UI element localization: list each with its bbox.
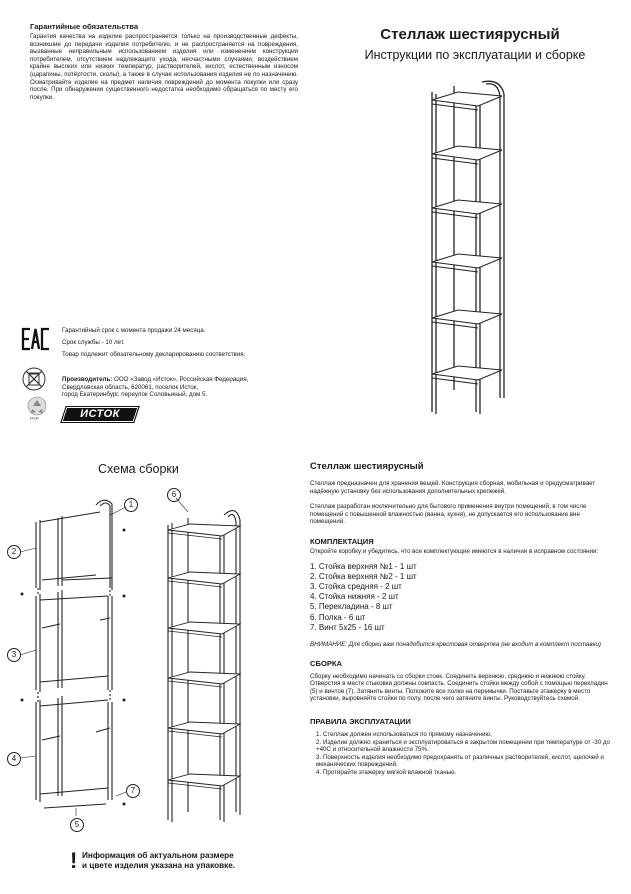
cover-subtitle: Инструкции по эксплуатации и сборке [364, 48, 586, 62]
declaration-note: Товар подлежит обязательному декларированию соответствия. [62, 351, 246, 358]
manufacturer-line2: Свердловская область, 620061, поселок Исток, [62, 383, 199, 391]
callout-5: 5 [70, 818, 84, 832]
assembly-scheme [0, 485, 300, 835]
service-life: Срок службы - 10 лет. [62, 339, 125, 346]
kit-list [310, 562, 610, 633]
warranty-heading: Гарантийные обязательства [30, 22, 139, 31]
instructions-panel [310, 461, 610, 777]
callout-6: 6 [167, 488, 181, 502]
rule-item: 3. Поверхность изделия необходимо предохранять от различных растворителей, кислот, щелочей и механических повреждений. [316, 753, 604, 769]
kit-item: 4. Стойка нижняя - 2 шт [310, 592, 399, 602]
scheme-title: Схема сборки [98, 462, 179, 476]
rule-item: 4. Протирайте этажерку мягкой влажной тканью. [316, 768, 457, 776]
callout-3: 3 [7, 648, 21, 662]
callout-7: 7 [126, 784, 140, 798]
intro-paragraph-2: Стеллаж разработан исключительно для бытового применения внутри помещений, в том числе помещений с повышенной влажностью (ванна, кухня), не допускается его использование вне помещений. [310, 503, 587, 526]
recycle-icon [26, 396, 48, 427]
manufacturer-line3: город Екатеринбург, переулок Соловьиный, дом 5. [62, 391, 208, 399]
manufacturer-label: Производитель: [62, 376, 113, 383]
kit-heading: КОМПЛЕКТАЦИЯ [310, 536, 374, 546]
manufacturer-info [62, 376, 302, 399]
attention-note: ВНИМАНИЕ: Для сборки вам понадобится крестовая отвертка (не входит в комплект поставки) [310, 640, 601, 648]
notice-text [82, 851, 235, 871]
rule-item: 1. Стеллаж должен использоваться по прямому назначению. [316, 730, 492, 738]
kit-item: 3. Стойка средняя - 2 шт [310, 581, 402, 591]
kit-item: 6. Полка - 6 шт [310, 612, 366, 622]
callout-2: 2 [7, 545, 21, 559]
rules-list [310, 731, 610, 777]
notice-icon: ! [70, 848, 78, 873]
notice-line1: Информация об актуальном размере [82, 851, 234, 860]
callout-1: 1 [124, 498, 138, 512]
crossed-bin-icon [22, 367, 46, 396]
assembly-text: Сборку необходимо начинать со сборки стоек. Соединить верхнюю, среднюю и нижнюю стойку. Отверстия в месте стыковки должны совпасть. Соединить стойки между собой с помощью перекладин (5) и винтов (7). Затянить винты. Положите все полки на перемычки. Поставьте этажерку в место установки, выровняйте стойки по полу, после чего затяните винты. Руководствуйтесь схемой. [310, 672, 608, 703]
brand-logo: ИСТОК [60, 406, 140, 423]
kit-item: 5. Перекладина - 8 шт [310, 602, 393, 612]
notice-line2: и цвете изделия указана на упаковке. [82, 861, 236, 870]
warranty-text: Гарантия качества на изделие распространяется только на производственные дефекты, возникшие до передачи изделия потребителю, и не распространяется на повреждения, вызванные неправильным использованием изделия или изменением конструкции потребителем, отсутствием надлежащего ухода, несчастными случаями, воздействием крайне высоких или низких температур, растворителей, кислот, естественным износом (царапины, потёртости, сколы), а также в случае использования изделия не по назначению. Осматривайте изделие на предмет наличия повреждений до момента покупки или сразу после. При обнаружении существенного недостатка необходимо обращаться по месту его покупки. [30, 33, 298, 101]
instructions-title: Стеллаж шестиярусный [310, 461, 424, 472]
kit-item: 1. Стойка верхняя №1 - 1 шт [310, 561, 417, 571]
kit-item: 7. Винт 5х25 - 16 шт [310, 622, 385, 632]
rules-heading: ПРАВИЛА ЭКСПЛУАТАЦИИ [310, 716, 411, 726]
rule-item: 2. Изделие должно храниться и эксплуатироваться в закрытом помещении при температуре от -30 до +40С и относительной влажности 75%. [316, 738, 610, 754]
kit-item: 2. Стойка верхняя №2 - 1 шт [310, 571, 417, 581]
warranty-period: Гарантийный срок с момента продажи 24 месяца. [62, 327, 206, 334]
intro-paragraph-1: Стеллаж предназначен для хранения вещей. Конструкция сборная, мобильная и предусматривает надёжную установку без использования дополнительных крепежей. [310, 480, 596, 495]
eac-logo [22, 328, 50, 355]
assembly-heading: СБОРКА [310, 658, 343, 668]
cover-rack-illustration [420, 78, 520, 418]
cover-title: Стеллаж шестиярусный [380, 26, 560, 43]
recycle-label: PAP [30, 416, 39, 421]
manufacturer-line1: ООО «Завод «Исток», Российская Федерация, [114, 376, 249, 383]
kit-intro: Откройте коробку и убедитесь, что все комплектующие имеются в наличии в исправном состоянии: [310, 547, 599, 555]
callout-4: 4 [7, 752, 21, 766]
